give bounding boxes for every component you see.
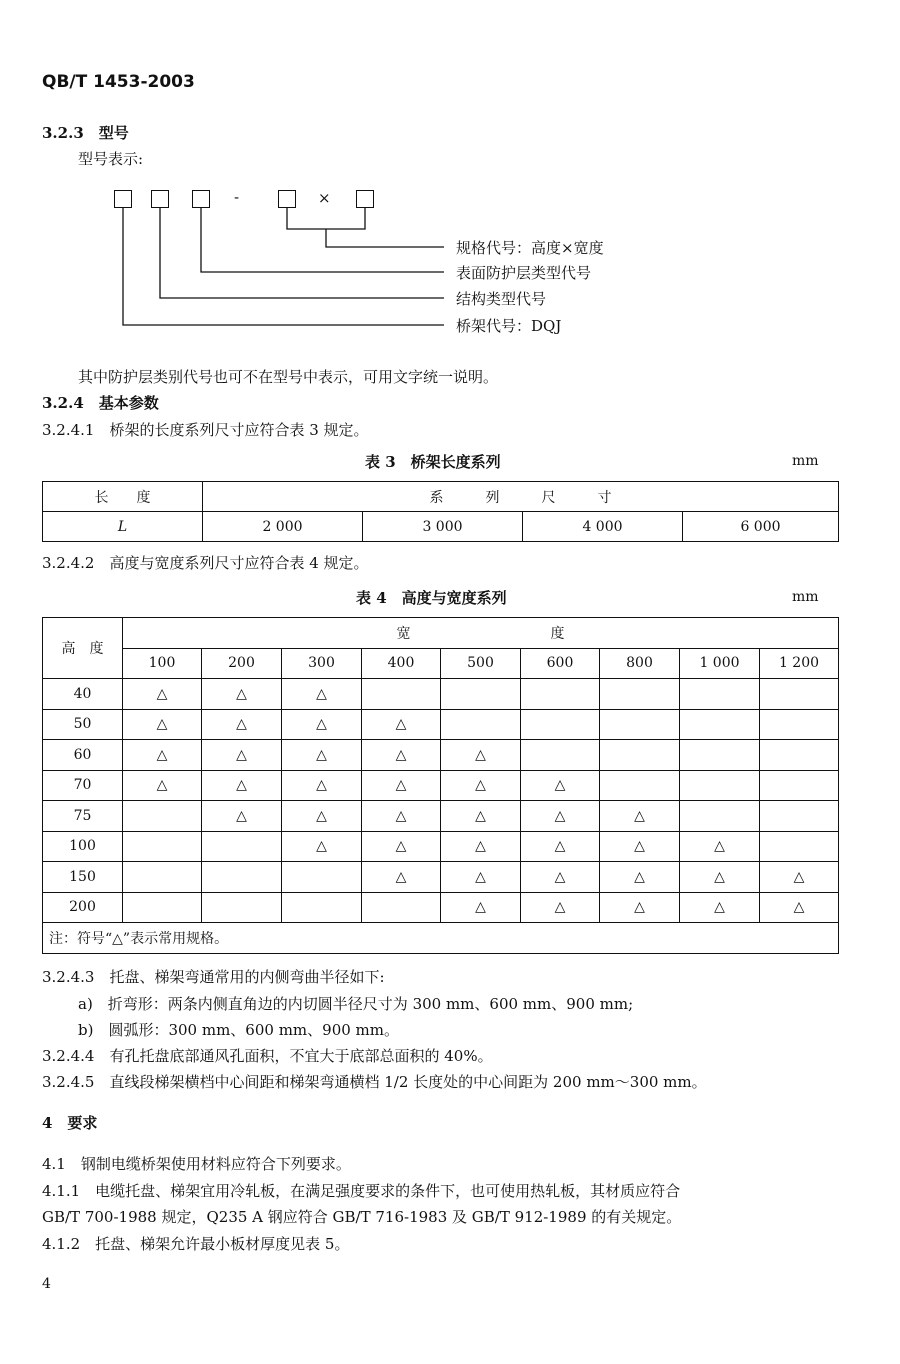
table4-height-value: 50 [43, 709, 123, 740]
table4-mark-cell: △ [202, 770, 282, 801]
table4-height-value: 40 [43, 679, 123, 710]
table4-mark-cell: △ [441, 740, 521, 771]
table4-mark-cell: △ [521, 862, 600, 893]
table4-mark-cell: △ [202, 679, 282, 710]
table4-mark-cell [760, 679, 839, 710]
table4-mark-cell [123, 892, 202, 923]
label-surface-code: 表面防护层类型代号 [456, 264, 592, 282]
label-spec-code: 规格代号：高度×宽度 [456, 239, 604, 257]
section-4-1-2: 4.1.2 托盘、梯架允许最小板材厚度见表 5。 [42, 1235, 350, 1253]
table4-mark-cell: △ [760, 892, 839, 923]
section-3-2-4-5: 3.2.4.5 直线段梯架横档中心间距和梯架弯通横档 1/2 长度处的中心间距为 200 mm～300 mm。 [42, 1073, 707, 1091]
table4-mark-cell [362, 892, 441, 923]
table4-mark-cell: △ [441, 831, 521, 862]
table3-value: 4 000 [523, 512, 683, 542]
table4-width-value: 500 [441, 648, 521, 679]
table4-mark-cell: △ [600, 801, 680, 832]
table4-mark-cell [760, 770, 839, 801]
table4-caption: 表 4 高度与宽度系列 [356, 589, 507, 607]
table4-row [43, 709, 839, 740]
table3-value: 3 000 [363, 512, 523, 542]
section-3-2-3-heading: 3.2.3 型号 [42, 124, 129, 142]
table4-mark-cell [123, 831, 202, 862]
table4-mark-cell [680, 679, 760, 710]
table4-mark-cell [760, 831, 839, 862]
table4-height-value: 200 [43, 892, 123, 923]
table4-mark-cell [202, 892, 282, 923]
table4-height-value: 60 [43, 740, 123, 771]
table4-mark-cell: △ [680, 831, 760, 862]
table4-mark-cell: △ [362, 862, 441, 893]
table4-mark-cell: △ [282, 709, 362, 740]
section-3-2-4-4: 3.2.4.4 有孔托盘底部通风孔面积，不宜大于底部总面积的 40%。 [42, 1047, 493, 1065]
section-3-2-4-2: 3.2.4.2 高度与宽度系列尺寸应符合表 4 规定。 [42, 554, 369, 572]
table4-mark-cell: △ [521, 770, 600, 801]
table4-mark-cell: △ [441, 892, 521, 923]
code-times: × [318, 189, 331, 207]
table3-row-label: L [43, 512, 203, 542]
table4-width-value: 200 [202, 648, 282, 679]
table4-mark-cell: △ [362, 740, 441, 771]
table4-width-value: 600 [521, 648, 600, 679]
table3-head-length: 长 度 [43, 482, 203, 512]
table3-value: 2 000 [203, 512, 363, 542]
protective-layer-note: 其中防护层类别代号也可不在型号中表示，可用文字统一说明。 [78, 368, 499, 386]
table4-width-value: 100 [123, 648, 202, 679]
table4-mark-cell [680, 801, 760, 832]
table4-height-value: 100 [43, 831, 123, 862]
item-a-fold: a) 折弯形：两条内侧直角边的内切圆半径尺寸为 300 mm、600 mm、900 mm; [78, 995, 634, 1013]
table4-mark-cell: △ [123, 709, 202, 740]
table4-mark-cell: △ [600, 892, 680, 923]
table4-mark-cell: △ [521, 801, 600, 832]
table4-mark-cell: △ [362, 770, 441, 801]
table3-head-series: 系 列 尺 寸 [203, 482, 839, 512]
table4-mark-cell: △ [282, 679, 362, 710]
table4-mark-cell [680, 709, 760, 740]
table4-mark-cell: △ [282, 831, 362, 862]
table4-mark-cell: △ [600, 862, 680, 893]
table4-note: 注：符号“△”表示常用规格。 [43, 923, 839, 954]
table3-caption: 表 3 桥架长度系列 [365, 453, 501, 471]
table4-mark-cell [680, 770, 760, 801]
table4-width-value: 400 [362, 648, 441, 679]
table4-unit: mm [792, 589, 819, 605]
table4-height-value: 70 [43, 770, 123, 801]
table4-mark-cell: △ [600, 831, 680, 862]
section-3-2-4-1: 3.2.4.1 桥架的长度系列尺寸应符合表 3 规定。 [42, 421, 369, 439]
table4-width-value: 1 000 [680, 648, 760, 679]
table4-row [43, 892, 839, 923]
table3 [42, 481, 839, 542]
table4-height-value: 75 [43, 801, 123, 832]
table4-width-header: 宽 度 [123, 618, 839, 649]
table4-mark-cell: △ [123, 740, 202, 771]
table4-row [43, 831, 839, 862]
section-3-2-4-3: 3.2.4.3 托盘、梯架弯通常用的内侧弯曲半径如下: [42, 968, 385, 986]
table4 [42, 617, 839, 954]
standard-code: QB/T 1453-2003 [42, 72, 195, 92]
table4-mark-cell [282, 892, 362, 923]
section-4-heading: 4 要求 [42, 1114, 98, 1132]
diagram-leader-lines [0, 0, 900, 340]
item-b-arc: b) 圆弧形：300 mm、600 mm、900 mm。 [78, 1021, 399, 1039]
table4-mark-cell [521, 679, 600, 710]
table4-width-value: 800 [600, 648, 680, 679]
table4-mark-cell [680, 740, 760, 771]
table4-mark-cell: △ [680, 892, 760, 923]
table4-mark-cell: △ [441, 801, 521, 832]
table4-mark-cell [600, 740, 680, 771]
table4-mark-cell: △ [680, 862, 760, 893]
model-intro: 型号表示: [78, 150, 144, 168]
table4-mark-cell: △ [362, 831, 441, 862]
table4-mark-cell: △ [123, 770, 202, 801]
table4-mark-cell: △ [282, 770, 362, 801]
table4-mark-cell [760, 709, 839, 740]
table4-mark-cell [521, 740, 600, 771]
table4-mark-cell: △ [362, 801, 441, 832]
table4-width-value: 300 [282, 648, 362, 679]
table4-row [43, 740, 839, 771]
table4-mark-cell [521, 709, 600, 740]
table4-mark-cell [282, 862, 362, 893]
table4-mark-cell [600, 679, 680, 710]
table4-mark-cell [760, 801, 839, 832]
table4-mark-cell: △ [282, 801, 362, 832]
section-4-1: 4.1 钢制电缆桥架使用材料应符合下列要求。 [42, 1155, 351, 1173]
table4-mark-cell [123, 801, 202, 832]
table4-row [43, 770, 839, 801]
table4-row [43, 862, 839, 893]
table4-mark-cell [202, 831, 282, 862]
table4-mark-cell: △ [441, 770, 521, 801]
table4-row [43, 679, 839, 710]
table3-unit: mm [792, 453, 819, 469]
table4-mark-cell [202, 862, 282, 893]
table4-mark-cell [760, 740, 839, 771]
label-structure-code: 结构类型代号 [456, 290, 547, 308]
table4-height-value: 150 [43, 862, 123, 893]
table4-height-header: 高 度 [43, 618, 123, 679]
table4-mark-cell [123, 862, 202, 893]
label-tray-code: 桥架代号：DQJ [456, 317, 562, 335]
table4-mark-cell: △ [202, 740, 282, 771]
table4-mark-cell [600, 709, 680, 740]
section-4-1-1-line2: GB/T 700-1988 规定，Q235 A 钢应符合 GB/T 716-1983 及 GB/T 912-1989 的有关规定。 [42, 1208, 682, 1226]
table4-mark-cell: △ [123, 679, 202, 710]
table4-mark-cell [441, 679, 521, 710]
code-dash: - [234, 188, 240, 206]
section-3-2-4-heading: 3.2.4 基本参数 [42, 394, 159, 412]
table4-mark-cell: △ [202, 801, 282, 832]
table4-width-value: 1 200 [760, 648, 839, 679]
section-4-1-1-line1: 4.1.1 电缆托盘、梯架宜用冷轧板，在满足强度要求的条件下，也可使用热轧板，其材质应符合 [42, 1182, 681, 1200]
table4-mark-cell [362, 679, 441, 710]
table4-mark-cell [600, 770, 680, 801]
table3-value: 6 000 [683, 512, 839, 542]
table4-row [43, 801, 839, 832]
table4-mark-cell: △ [760, 862, 839, 893]
table4-mark-cell: △ [362, 709, 441, 740]
table4-mark-cell: △ [282, 740, 362, 771]
table4-mark-cell [441, 709, 521, 740]
table4-mark-cell: △ [521, 831, 600, 862]
page-number: 4 [42, 1276, 51, 1292]
table4-mark-cell: △ [521, 892, 600, 923]
table4-mark-cell: △ [441, 862, 521, 893]
table4-mark-cell: △ [202, 709, 282, 740]
